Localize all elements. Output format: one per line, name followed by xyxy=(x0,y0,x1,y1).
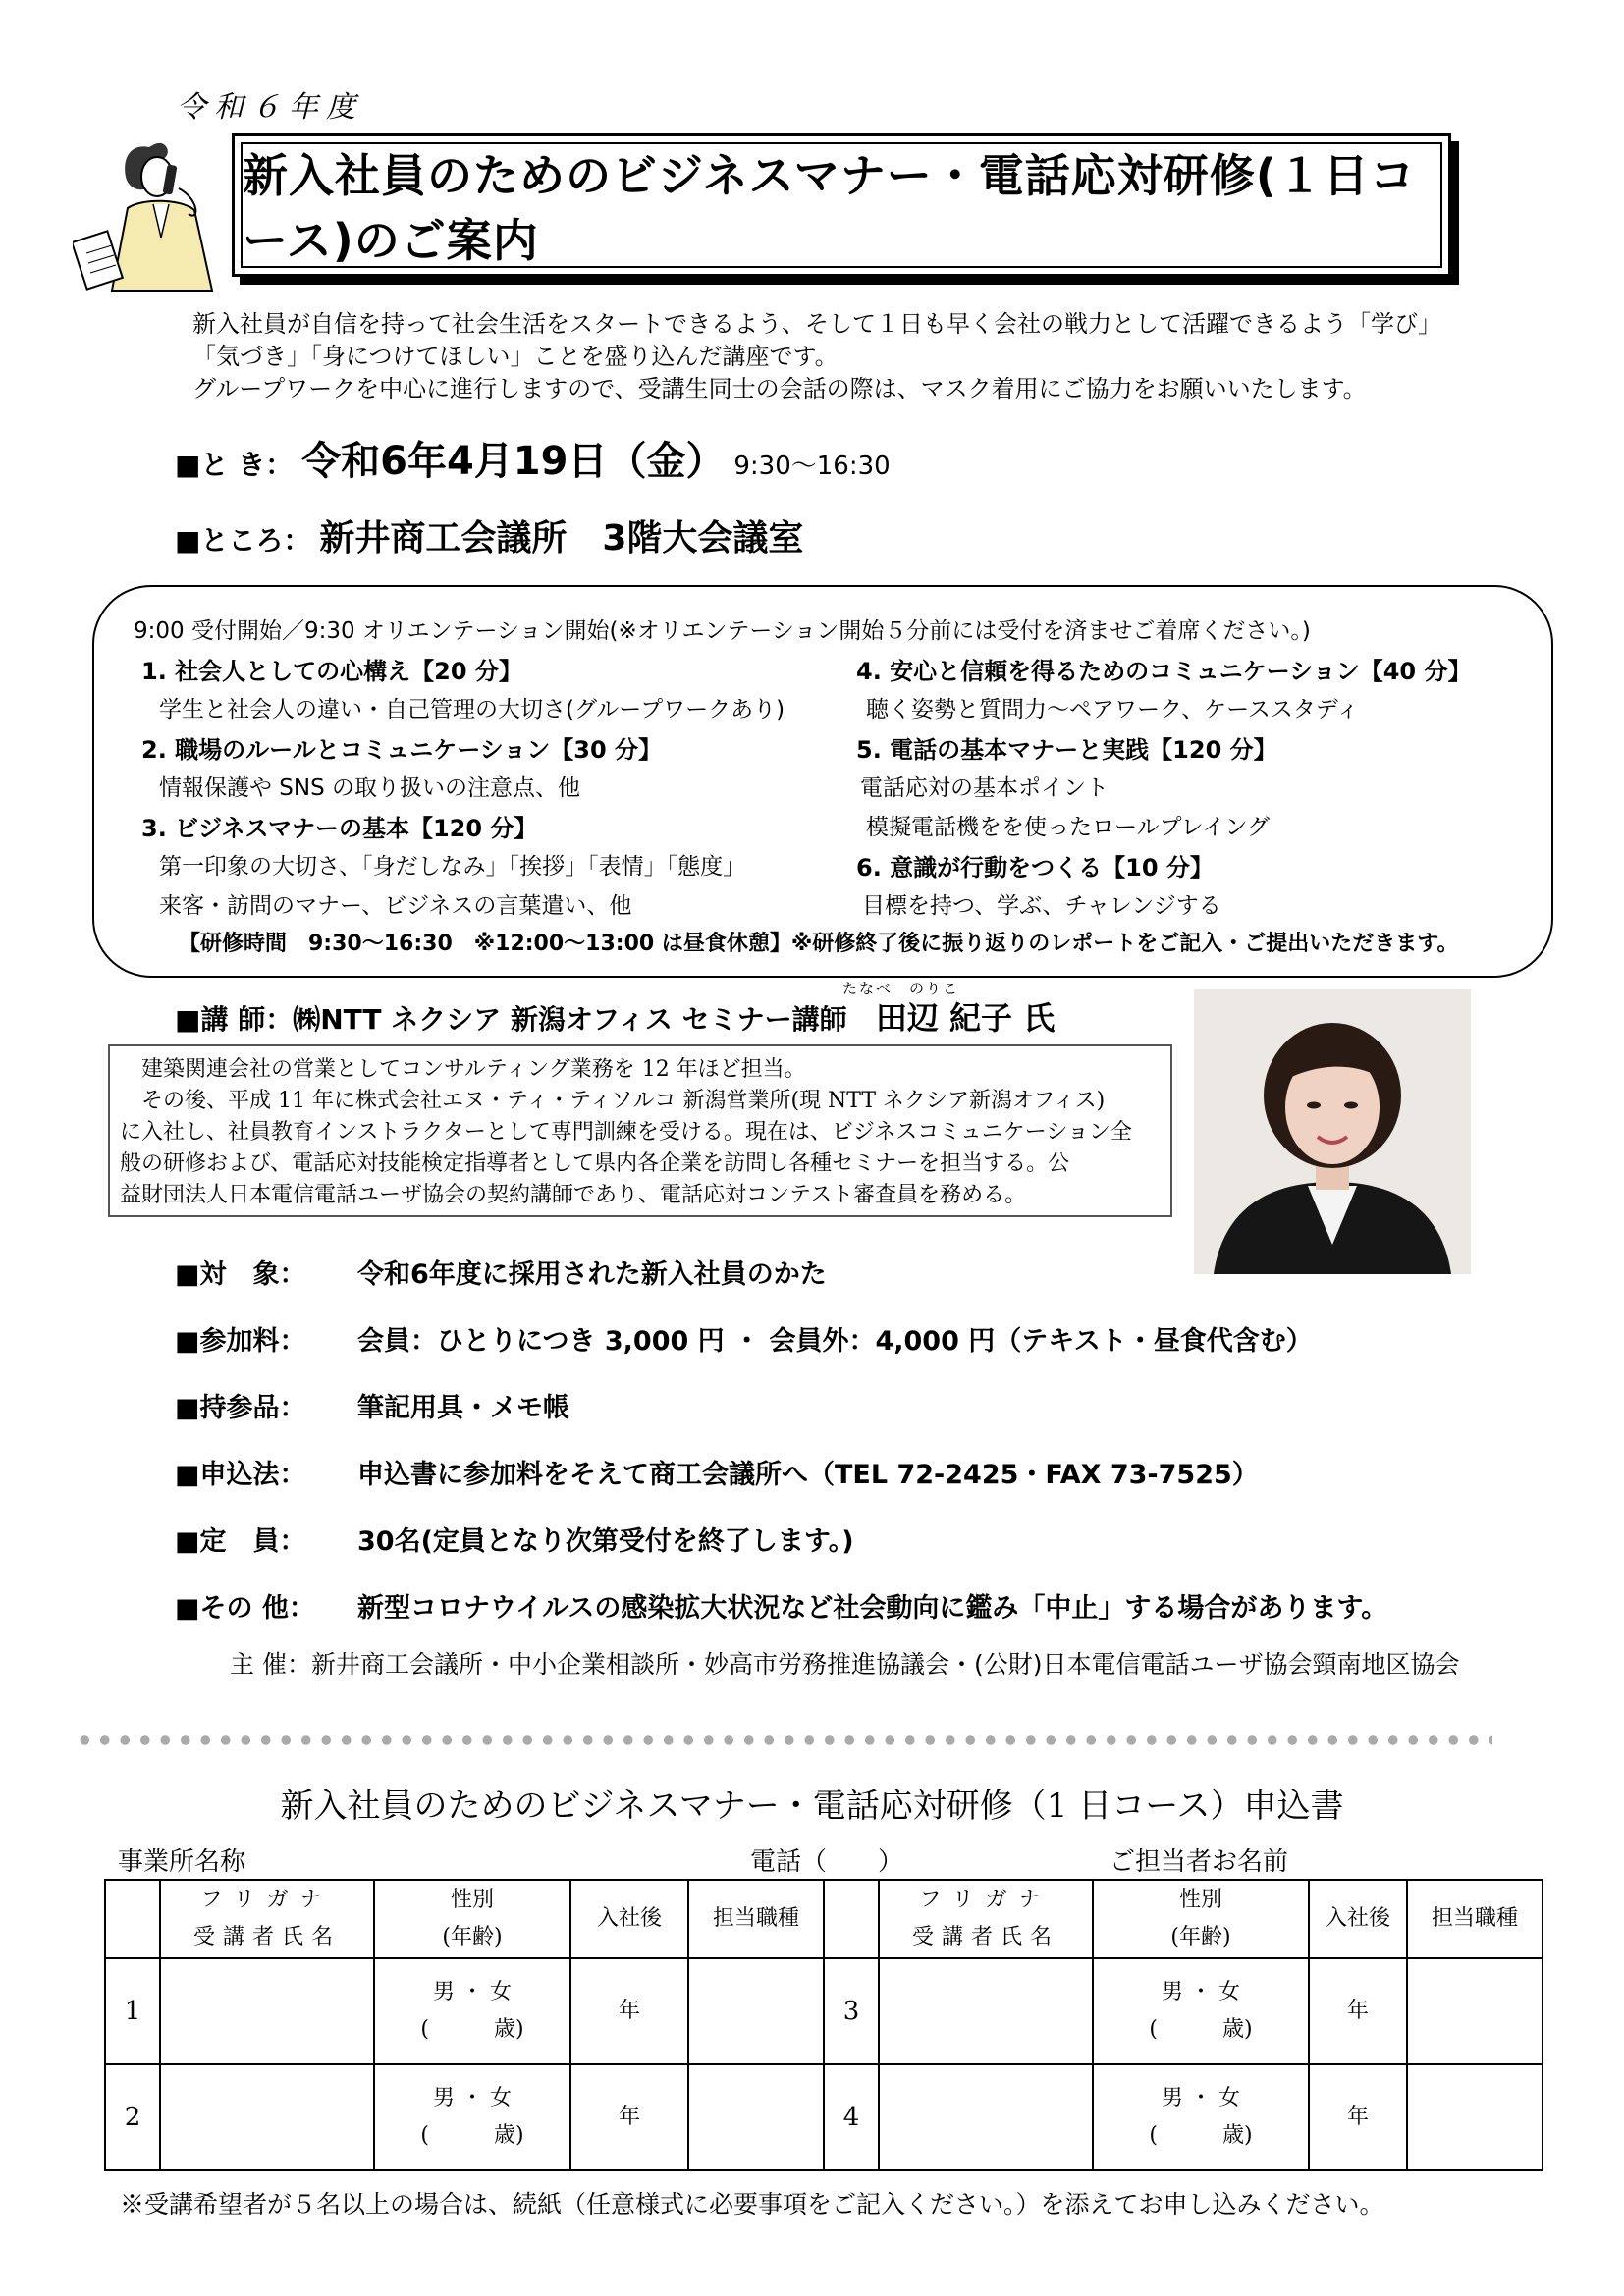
title-banner xyxy=(232,133,1451,277)
row-number: 3 xyxy=(824,1958,879,2064)
bio-line: 益財団法人日本電信電話ユーザ協会の契約講師であり、電話応対コンテスト審査員を務める。 xyxy=(120,1183,1027,1207)
name-header: 受講者氏名 xyxy=(911,1925,1059,1949)
years-field[interactable] xyxy=(570,1958,688,2064)
name-field[interactable] xyxy=(879,1958,1093,2064)
venue-label: ■ところ： xyxy=(175,524,311,557)
lecturer-name: 田辺 紀子 氏 xyxy=(875,999,1056,1037)
event-time: 9:30～16:30 xyxy=(733,452,891,481)
form-note: ※受講希望者が５名以上の場合は、続紙（任意様式に必要事項をご記入ください。）を添えてお申し込みください。 xyxy=(120,2190,1384,2218)
row-number: 2 xyxy=(105,2064,160,2170)
header-cell-name xyxy=(879,1880,1093,1958)
age-blank: ( 歳) xyxy=(420,2123,524,2148)
position-field[interactable] xyxy=(1407,2064,1543,2170)
businesswoman-illustration xyxy=(73,130,238,296)
gender-choice: 男 ・ 女 xyxy=(1162,1980,1240,2004)
session-2-title: 2. 職場のルールとコミュニケーション【30 分】 xyxy=(141,736,663,764)
year-unit: 年 xyxy=(618,2105,640,2129)
joined-header: 入社後 xyxy=(570,1880,688,1958)
gender-header: 性別 xyxy=(1178,1888,1222,1912)
age-header: (年齢) xyxy=(442,1925,503,1949)
session-2-detail: 情報保護や SNS の取り扱いの注意点、他 xyxy=(159,775,581,801)
row-number: 1 xyxy=(105,1958,160,2064)
detail-label: ■持参品： xyxy=(175,1393,306,1423)
years-field[interactable] xyxy=(1309,1958,1407,2064)
detail-value: 筆記用具・メモ帳 xyxy=(357,1393,569,1423)
intro-line: 「気づき」「身につけてほしい」ことを盛り込んだ講座です。 xyxy=(192,343,839,370)
gender-age-field[interactable] xyxy=(1093,2064,1309,2170)
bio-line: その後、平成 11 年に株式会社エヌ・ティ・ティソルコ 新潟営業所(現 NTT ネクシア新潟オフィス) xyxy=(120,1089,1106,1113)
header-cell-number xyxy=(824,1880,879,1958)
application-table xyxy=(104,1879,1543,2171)
gender-age-field[interactable] xyxy=(374,2064,570,2170)
detail-target xyxy=(175,1253,827,1291)
form-title: 新入社員のためのビジネスマナー・電話応対研修（1 日コース）申込書 xyxy=(280,1787,1344,1826)
detail-items xyxy=(175,1386,569,1424)
event-date: 令和6年4月19日（金） xyxy=(301,439,726,484)
intro-line: グループワークを中心に進行しますので、受講生同士の会話の際は、マスク着用にご協力をお願いいたします。 xyxy=(192,375,1367,402)
bio-line: 般の研修および、電話応対技能検定指導者として県内各企業を訪問し各種セミナーを担当する。公 xyxy=(120,1151,1070,1176)
lecturer-label: ■講 師：㈱NTT ネクシア 新潟オフィス セミナー講師 xyxy=(175,1003,847,1036)
detail-fee xyxy=(175,1319,1313,1358)
table-row xyxy=(105,2064,1543,2170)
gender-header: 性別 xyxy=(450,1888,494,1912)
lecturer-bio-box xyxy=(108,1044,1172,1217)
schedule-box xyxy=(92,585,1553,978)
organizers: 主 催：新井商工会議所・中小企業相談所・妙高市労務推進協議会・(公財)日本電信電話ユーザ協会頸南地区協会 xyxy=(230,1650,1460,1679)
event-venue: 新井商工会議所 3階大会議室 xyxy=(319,518,804,559)
row-number: 4 xyxy=(824,2064,879,2170)
table-header-row xyxy=(105,1880,1543,1958)
detail-value: 申込書に参加料をそえて商工会議所へ（TEL 72-2425・FAX 73-7525） xyxy=(357,1460,1259,1490)
session-4-detail: 聴く姿勢と質問力～ペアワーク、ケーススタディ xyxy=(866,697,1360,722)
phone-label: 電話（ ） xyxy=(750,1847,904,1877)
age-header: (年齢) xyxy=(1170,1925,1231,1949)
year-unit: 年 xyxy=(1346,2105,1369,2129)
detail-value: 30名(定員となり次第受付を終了します。) xyxy=(357,1526,854,1557)
cut-line-divider xyxy=(75,1735,1492,1745)
session-1-title: 1. 社会人としての心構え【20 分】 xyxy=(141,658,522,685)
schedule-opening: 9:00 受付開始／9:30 オリエンテーション開始(※オリエンテーション開始５分前には受付を済ませご着席ください。) xyxy=(134,618,1311,644)
gender-choice: 男 ・ 女 xyxy=(433,2086,512,2110)
detail-other xyxy=(175,1586,1387,1625)
header-cell-gender xyxy=(374,1880,570,1958)
detail-value: 令和6年度に採用された新入社員のかた xyxy=(357,1259,827,1290)
intro-paragraph xyxy=(192,308,1508,405)
position-field[interactable] xyxy=(1407,1958,1543,2064)
schedule-footer: 【研修時間 9:30～16:30 ※12:00～13:00 は昼食休憩】※研修終了後に振り返りのレポートをご記入・ご提出いただきます。 xyxy=(179,932,1459,956)
session-5-detail: 電話応対の基本ポイント xyxy=(860,775,1109,801)
detail-label: ■定 員： xyxy=(175,1526,306,1557)
table-row xyxy=(105,1958,1543,2064)
position-header: 担当職種 xyxy=(688,1880,824,1958)
position-field[interactable] xyxy=(688,2064,824,2170)
detail-capacity xyxy=(175,1520,854,1558)
header-cell-number xyxy=(105,1880,160,1958)
date-section xyxy=(175,430,891,486)
name-header: 受講者氏名 xyxy=(192,1925,341,1949)
session-4-title: 4. 安心と信頼を得るためのコミュニケーション【40 分】 xyxy=(856,658,1472,685)
detail-label: ■参加料： xyxy=(175,1326,306,1357)
name-field[interactable] xyxy=(160,2064,374,2170)
detail-value: 新型コロナウイルスの感染拡大状況など社会動向に鑑み「中止」する場合があります。 xyxy=(357,1593,1388,1624)
gender-age-field[interactable] xyxy=(374,1958,570,2064)
venue-section xyxy=(175,510,803,561)
bio-line: 建築関連会社の営業としてコンサルティング業務を 12 年ほど担当。 xyxy=(120,1057,806,1082)
company-name-label: 事業所名称 xyxy=(118,1847,246,1877)
detail-label: ■その 他： xyxy=(175,1593,315,1624)
position-field[interactable] xyxy=(688,1958,824,2064)
age-blank: ( 歳) xyxy=(1149,2123,1253,2148)
years-field[interactable] xyxy=(570,2064,688,2170)
gender-age-field[interactable] xyxy=(1093,1958,1309,2064)
session-1-detail: 学生と社会人の違い・自己管理の大切さ(グループワークあり) xyxy=(159,697,785,722)
session-5-detail: 模擬電話機をを使ったロールプレイング xyxy=(866,815,1271,840)
intro-line: 新入社員が自信を持って社会生活をスタートできるよう、そして１日も早く会社の戦力として活躍できるよう「学び」 xyxy=(192,310,1441,338)
detail-application xyxy=(175,1453,1259,1491)
furigana-header: フリガナ xyxy=(919,1888,1053,1912)
lecturer-name-reading: たなべ のりこ xyxy=(842,980,960,997)
fiscal-year-label: 令和６年度 xyxy=(177,90,363,125)
session-3-detail: 来客・訪問のマナー、ビジネスの言葉遣い、他 xyxy=(159,893,632,919)
joined-header: 入社後 xyxy=(1309,1880,1407,1958)
detail-value: 会員：ひとりにつき 3,000 円 ・ 会員外：4,000 円（テキスト・昼食代含む） xyxy=(357,1326,1313,1357)
contact-person-label: ご担当者お名前 xyxy=(1110,1847,1289,1877)
years-field[interactable] xyxy=(1309,2064,1407,2170)
lecturer-photo xyxy=(1194,989,1471,1274)
session-6-title: 6. 意識が行動をつくる【10 分】 xyxy=(856,854,1214,881)
detail-label: ■申込法： xyxy=(175,1460,306,1490)
year-unit: 年 xyxy=(618,1999,640,2023)
gender-choice: 男 ・ 女 xyxy=(433,1980,512,2004)
session-3-detail: 第一印象の大切さ、「身だしなみ」「挨拶」「表情」「態度」 xyxy=(159,854,746,880)
position-header: 担当職種 xyxy=(1407,1880,1543,1958)
furigana-header: フリガナ xyxy=(200,1888,334,1912)
session-6-detail: 目標を持つ、学ぶ、チャレンジする xyxy=(862,893,1221,919)
page-title: 新入社員のためのビジネスマナー・電話応対研修(１日コース)のご案内 xyxy=(243,149,1416,267)
age-blank: ( 歳) xyxy=(1149,2017,1253,2042)
gender-choice: 男 ・ 女 xyxy=(1162,2086,1240,2110)
age-blank: ( 歳) xyxy=(420,2017,524,2042)
session-5-title: 5. 電話の基本マナーと実践【120 分】 xyxy=(856,736,1277,764)
lecturer-line xyxy=(175,993,1055,1039)
name-field[interactable] xyxy=(160,1958,374,2064)
date-label: ■と き： xyxy=(175,449,294,481)
bio-line: に入社し、社員教育インストラクターとして専門訓練を受ける。現在は、ビジネスコミュニケーション全 xyxy=(120,1120,1132,1145)
name-field[interactable] xyxy=(879,2064,1093,2170)
header-cell-name xyxy=(160,1880,374,1958)
session-3-title: 3. ビジネスマナーの基本【120 分】 xyxy=(141,815,538,842)
header-cell-gender xyxy=(1093,1880,1309,1958)
detail-label: ■対 象： xyxy=(175,1259,306,1290)
year-unit: 年 xyxy=(1346,1999,1369,2023)
